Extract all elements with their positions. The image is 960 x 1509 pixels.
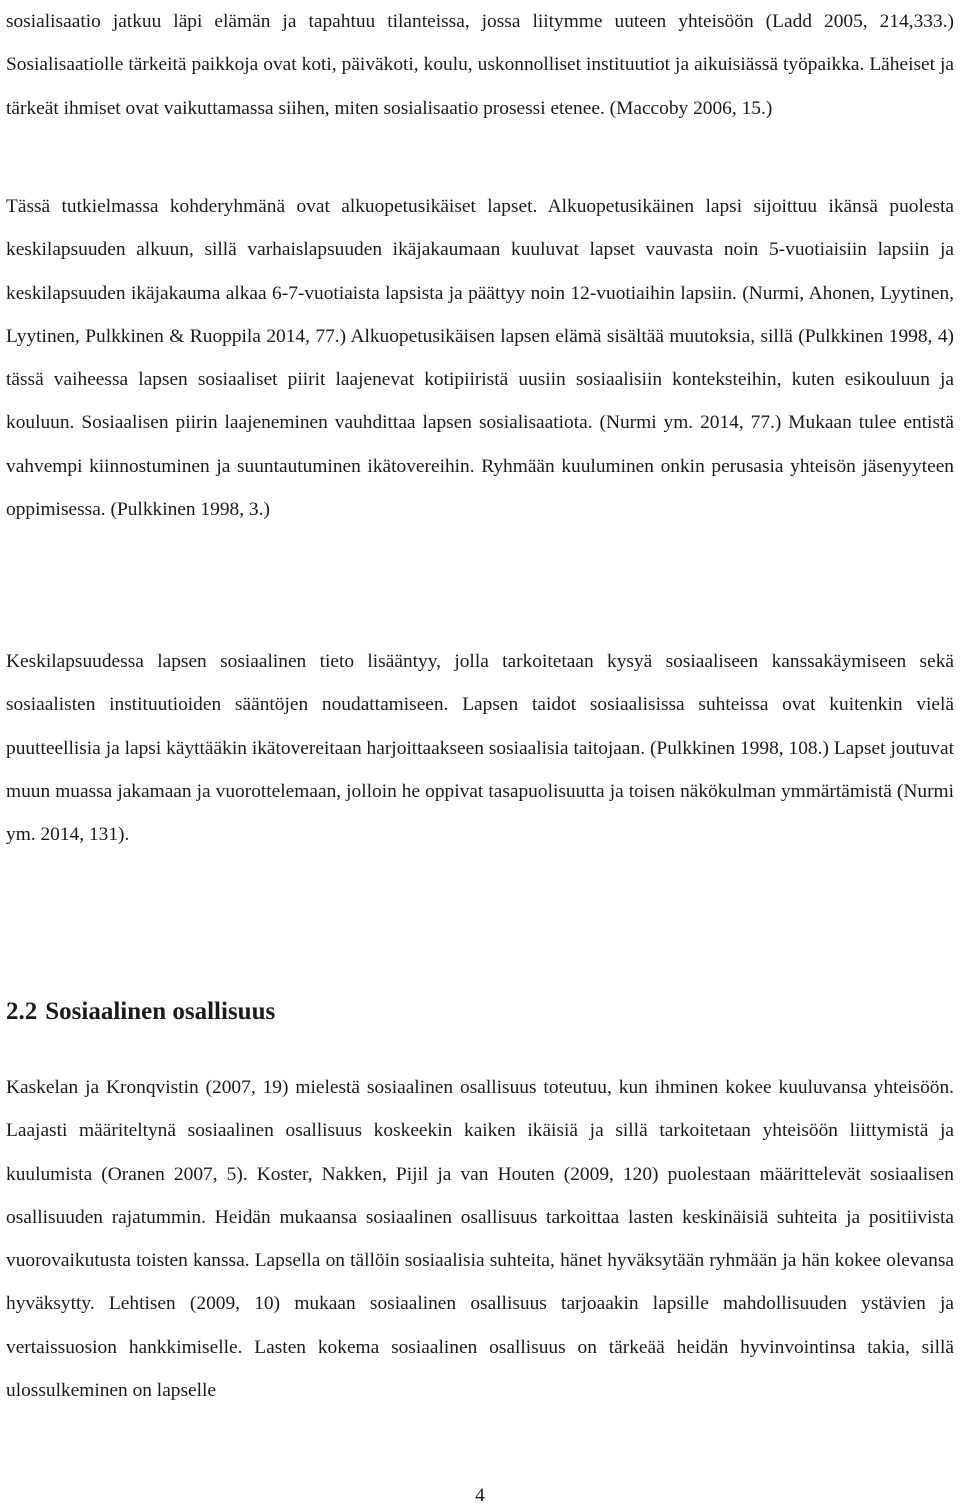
section-heading [6,992,275,1032]
section-number: 2.2 [6,998,38,1025]
paragraph-socialization-settings: sosialisaatio jatkuu läpi elämän ja tapahtuu tilanteissa, jossa liitymme uuteen yhteisöön (Ladd 2005, 214,333.) Sosialisaatiolle tärkeitä paikkoja ovat koti, päiväkoti, koulu, uskonnolliset instituutiot ja aikuisiässä työpaikka. Läheiset ja tärkeät ihmiset ovat vaikuttamassa siihen, miten sosialisaatio prosessi etenee. (Maccoby 2006, 15.) [6,11,954,119]
section-title: Sosiaalinen osallisuus [45,998,276,1025]
page-number: 4 [475,1485,485,1506]
paragraph-social-inclusion: Kaskelan ja Kronqvistin (2007, 19) mielestä sosiaalinen osallisuus toteutuu, kun ihminen kokee kuuluvansa yhteisöön. Laajasti määriteltynä sosiaalinen osallisuus koskeekin kaiken ikäisiä ja sillä tarkoitetaan yhteisöön liittymistä ja kuulumista (Oranen 2007, 5). Koster, Nakken, Pijil ja van Houten (2009, 120) puolestaan määrittelevät sosiaalisen osallisuuden rajatummin. Heidän mukaansa sosiaalinen osallisuus tarkoittaa lasten keskinäisiä suhteita ja positiivista vuorovaikutusta toisten kanssa. Lapsella on tällöin sosiaalisia suhteita, hänet hyväksytään ryhmään ja hän kokee olevansa hyväksytty. Lehtisen (2009, 10) mukaan sosiaalinen osallisuus tarjoaakin lapsille mahdollisuuden ystävien ja vertaissuosion hankkimiselle. Lasten kokema sosiaalinen osallisuus on tärkeää heidän hyvinvointinsa takia, sillä ulossulkeminen on lapselle [6,1077,954,1402]
paragraph-target-group: Tässä tutkielmassa kohderyhmänä ovat alkuopetusikäiset lapset. Alkuopetusikäinen lapsi sijoittuu ikänsä puolesta keskilapsuuden alkuun, sillä varhaislapsuuden ikäjakaumaan kuuluvat lapset vauvasta noin 5-vuotiaisiin lapsiin ja keskilapsuuden ikäjakauma alkaa 6-7-vuotiaista lapsista ja päättyy noin 12-vuotiaihin lapsiin. (Nurmi, Ahonen, Lyytinen, Lyytinen, Pulkkinen & Ruoppila 2014, 77.) Alkuopetusikäisen lapsen elämä sisältää muutoksia, sillä (Pulkkinen 1998, 4) tässä vaiheessa lapsen sosiaaliset piirit laajenevat kotipiiristä uusiin sosiaalisiin konteksteihin, kuten esikouluun ja kouluun. Sosiaalisen piirin laajeneminen vauhdittaa lapsen sosialisaatiota. (Nurmi ym. 2014, 77.) Mukaan tulee entistä vahvempi kiinnostuminen ja suuntautuminen ikätovereihin. Ryhmään kuuluminen onkin perusasia yhteisön jäsenyyteen oppimisessa. (Pulkkinen 1998, 3.) [6,196,954,521]
paragraph-middle-childhood: Keskilapsuudessa lapsen sosiaalinen tieto lisääntyy, jolla tarkoitetaan kysyä sosiaaliseen kanssakäymiseen sekä sosiaalisten instituutioiden sääntöjen noudattamiseen. Lapsen taidot sosiaalisissa suhteissa ovat kuitenkin vielä puutteellisia ja lapsi käyttääkin ikätovereitaan harjoittaakseen sosiaalisia taitojaan. (Pulkkinen 1998, 108.) Lapset joutuvat muun muassa jakamaan ja vuorottelemaan, jolloin he oppivat tasapuolisuutta ja toisen näkökulman ymmärtämistä (Nurmi ym. 2014, 131). [6,651,954,846]
